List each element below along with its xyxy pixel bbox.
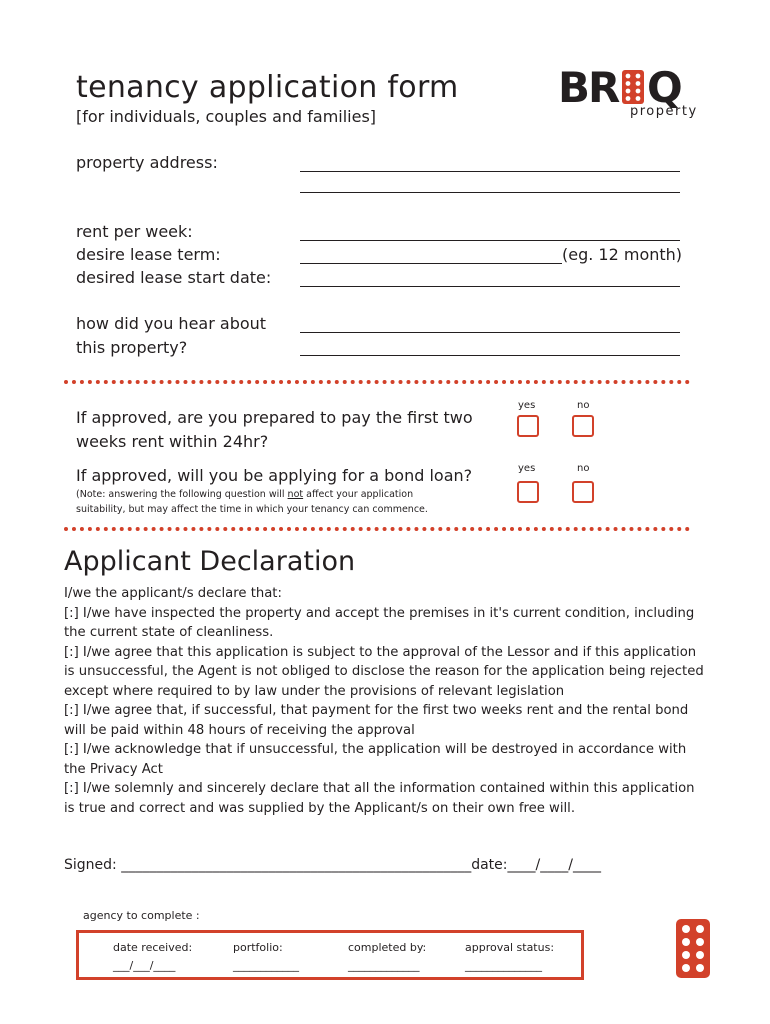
question-2: If approved, will you be applying for a bond loan? [76, 466, 473, 485]
declaration-item: [:] I/we solemnly and sincerely declare that all the information contained within this application is true and correct and was supplied by the Applicant/s on their own free will. [64, 781, 695, 816]
q1-yes-checkbox[interactable] [517, 415, 539, 437]
question-1-line-1: If approved, are you prepared to pay the first two [76, 408, 473, 427]
hear-about-line-1[interactable] [300, 332, 680, 333]
q1-yes-label: yes [518, 400, 536, 411]
property-address-line-1[interactable] [300, 171, 680, 172]
rent-line[interactable] [300, 240, 680, 241]
start-date-line[interactable] [300, 286, 680, 287]
portfolio-label: portfolio: [233, 941, 283, 954]
q2-yes-label: yes [518, 463, 536, 474]
start-date-label: desired lease start date: [76, 268, 272, 287]
agency-box [76, 930, 584, 980]
hear-about-label-1: how did you hear about [76, 314, 267, 333]
form-subtitle: [for individuals, couples and families] [76, 107, 377, 126]
signed-label: Signed: [64, 857, 117, 873]
property-address-line-2[interactable] [300, 192, 680, 193]
completed-by-field[interactable]: _____________ [348, 959, 420, 972]
approval-status-label: approval status: [465, 941, 555, 954]
declaration-intro: I/we the applicant/s declare that: [64, 586, 282, 601]
svg-text:Q: Q [647, 64, 683, 112]
lease-term-line[interactable] [300, 263, 562, 264]
note-emphasis: not [287, 489, 304, 500]
note-suffix: affect your application [303, 489, 414, 500]
svg-text:B: B [558, 64, 591, 112]
q1-no-label: no [577, 400, 590, 411]
portfolio-field[interactable]: ____________ [233, 959, 299, 972]
signature-field[interactable]: __________________________________________________ [121, 857, 472, 873]
date-received-field[interactable]: ___/___/____ [113, 959, 176, 972]
lease-term-hint: (eg. 12 month) [562, 245, 683, 264]
declaration-item: [:] I/we agree that this application is subject to the approval of the Lessor and if this application is unsuccessful, the Agent is not obliged to disclose the reason for the application being rejected except where required to by law under the provisions of relevant legislation [64, 644, 704, 699]
hear-about-line-2[interactable] [300, 355, 680, 356]
lease-term-label: desire lease term: [76, 245, 221, 264]
date-label: date: [471, 857, 508, 873]
completed-by-label: completed by: [348, 941, 427, 954]
signature-row [64, 857, 601, 873]
q1-no-checkbox[interactable] [572, 415, 594, 437]
date-field[interactable]: ____/____/____ [507, 857, 601, 873]
declaration-item: [:] I/we acknowledge that if unsuccessful, the application will be destroyed in accordance with the Privacy Act [64, 742, 687, 777]
declaration-body [64, 584, 704, 818]
form-title: tenancy application form [76, 70, 459, 105]
agency-label: agency to complete : [83, 909, 200, 922]
declaration-item: [:] I/we have inspected the property and accept the premises in it's current condition, including the current state of cleanliness. [64, 605, 695, 640]
logo-tagline: property [630, 104, 698, 119]
property-address-label: property address: [76, 153, 218, 172]
brick-icon [676, 919, 710, 978]
declaration-item: [:] I/we agree that, if successful, that payment for the first two weeks rent and the rental bond will be paid within 48 hours of receiving the approval [64, 703, 689, 738]
dotted-divider-bottom [64, 527, 690, 531]
briq-logo [558, 64, 700, 120]
q2-no-checkbox[interactable] [572, 481, 594, 503]
question-1-line-2: weeks rent within 24hr? [76, 432, 269, 451]
hear-about-label-2: this property? [76, 338, 188, 357]
approval-status-field[interactable]: ______________ [465, 959, 542, 972]
declaration-title: Applicant Declaration [64, 546, 356, 577]
question-2-note-line-2: suitability, but may affect the time in which your tenancy can commence. [76, 504, 428, 515]
svg-text:R: R [588, 64, 621, 112]
date-received-label: date received: [113, 941, 193, 954]
q2-no-label: no [577, 463, 590, 474]
dotted-divider-top [64, 380, 690, 384]
question-2-note-line-1 [76, 487, 413, 502]
note-prefix: (Note: answering the following question will [76, 489, 288, 500]
rent-label: rent per week: [76, 222, 193, 241]
q2-yes-checkbox[interactable] [517, 481, 539, 503]
